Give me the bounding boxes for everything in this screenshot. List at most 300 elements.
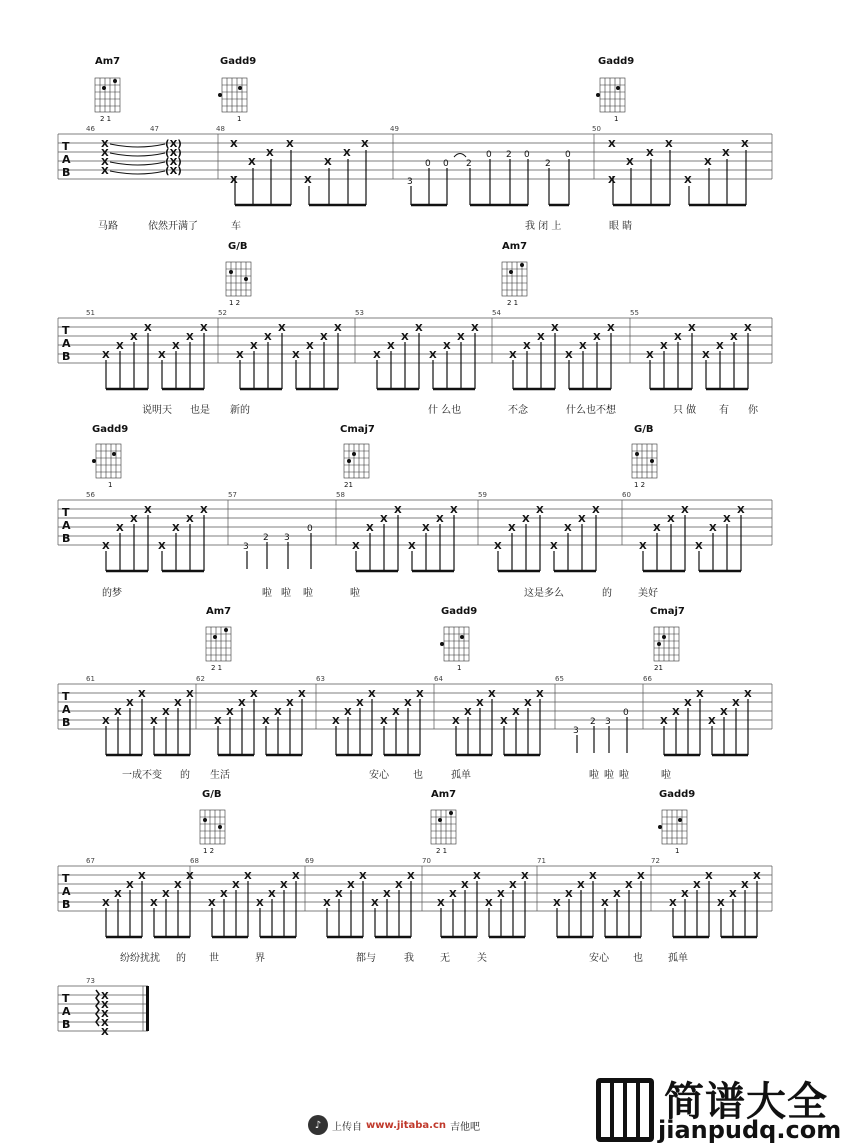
lyric: 我 闭 上: [525, 221, 562, 232]
tab-note: X: [126, 880, 134, 891]
tab-note: X: [286, 698, 294, 709]
tab-note: X: [422, 523, 430, 534]
svg-text:1: 1: [675, 847, 680, 855]
svg-text:的: 的: [602, 588, 612, 599]
svg-text:67: 67: [86, 857, 95, 865]
tab-note: X: [653, 523, 661, 534]
tab-note: X: [485, 898, 493, 909]
footer-url-link[interactable]: www.jitaba.cn: [366, 1119, 447, 1131]
tab-system-5: [58, 789, 772, 964]
tab-system-1: [58, 56, 772, 232]
bar-number: 47: [150, 125, 159, 133]
svg-text:A: A: [62, 1005, 71, 1018]
tab-note: X: [497, 889, 505, 900]
svg-text:57: 57: [228, 491, 237, 499]
chord-diagram-am7: [431, 789, 456, 855]
svg-text:安心: 安心: [369, 770, 389, 781]
tab-note: X: [589, 871, 597, 882]
tab-note: X: [292, 871, 300, 882]
svg-text:的梦: 的梦: [102, 588, 122, 599]
tab-note: X: [709, 523, 717, 534]
tab-note: X: [681, 505, 689, 516]
svg-text:63: 63: [316, 675, 325, 683]
svg-text:A: A: [62, 885, 71, 898]
svg-text:新的: 新的: [230, 405, 250, 416]
bar-number: 49: [390, 125, 399, 133]
tab-note: X: [688, 323, 696, 334]
tab-note: X: [114, 707, 122, 718]
tab-note: X: [625, 880, 633, 891]
svg-text:56: 56: [86, 491, 95, 499]
svg-text:什么也不想: 什么也不想: [566, 405, 616, 416]
tab-note: X: [437, 898, 445, 909]
svg-text:60: 60: [622, 491, 631, 499]
tab-note: X: [579, 341, 587, 352]
tab-note: X: [102, 716, 110, 727]
tab-note: X: [550, 541, 558, 552]
svg-text:这是多么: 这是多么: [524, 588, 564, 599]
svg-text:3: 3: [243, 542, 249, 552]
svg-text:X: X: [101, 166, 109, 177]
svg-text:Am7: Am7: [431, 789, 457, 800]
chord-diagram-gadd9: [658, 789, 695, 855]
tab-note: X: [144, 323, 152, 334]
tab-note: X: [292, 350, 300, 361]
svg-text:啦: 啦: [589, 770, 599, 781]
svg-text:2: 2: [466, 159, 472, 169]
tab-note: X: [522, 514, 530, 525]
tab-note: X: [705, 871, 713, 882]
tab-note: X: [366, 523, 374, 534]
tab-note: X: [494, 541, 502, 552]
svg-text:(X): (X): [165, 166, 182, 177]
tab-note: X: [186, 514, 194, 525]
svg-text:X: X: [722, 148, 730, 159]
svg-text:孤单: 孤单: [451, 770, 471, 781]
tab-note: X: [144, 505, 152, 516]
tab-note: X: [158, 350, 166, 361]
svg-text:0: 0: [623, 708, 629, 718]
tab-note: X: [344, 707, 352, 718]
tab-note: X: [172, 523, 180, 534]
svg-text:A: A: [62, 703, 71, 716]
svg-text:X: X: [741, 139, 749, 150]
svg-text:孤单: 孤单: [668, 953, 688, 964]
svg-text:T: T: [62, 324, 70, 337]
chord-diagram-gadd9: [596, 56, 634, 123]
tab-note: X: [720, 707, 728, 718]
tab-note: X: [471, 323, 479, 334]
tab-note: X: [695, 541, 703, 552]
svg-text:(X): (X): [165, 139, 182, 150]
svg-text:Am7: Am7: [206, 606, 232, 617]
tab-note: X: [646, 350, 654, 361]
svg-text:X: X: [266, 148, 274, 159]
tab-system-4: [58, 606, 772, 781]
svg-text:B: B: [62, 898, 71, 911]
svg-text:68: 68: [190, 857, 199, 865]
tab-note: X: [162, 707, 170, 718]
tab-note: X: [186, 689, 194, 700]
svg-text:X: X: [101, 991, 109, 1002]
svg-text:2: 2: [590, 717, 596, 727]
tab-note: X: [744, 323, 752, 334]
notes-row-3: [102, 505, 745, 571]
tab-note: X: [158, 541, 166, 552]
tab-note: X: [593, 332, 601, 343]
tab-note: X: [150, 898, 158, 909]
tab-note: X: [730, 332, 738, 343]
tab-note: X: [613, 889, 621, 900]
svg-text:66: 66: [643, 675, 652, 683]
svg-text:55: 55: [630, 309, 639, 317]
tab-note: X: [334, 323, 342, 334]
tab-note: X: [488, 689, 496, 700]
tab-note: X: [268, 889, 276, 900]
tab-note: X: [306, 341, 314, 352]
tab-note: X: [404, 698, 412, 709]
svg-text:的: 的: [180, 770, 190, 781]
tab-note: X: [368, 689, 376, 700]
tab-note: X: [232, 880, 240, 891]
tab-note: X: [450, 505, 458, 516]
tab-system-3: [58, 424, 772, 599]
tab-note: X: [238, 698, 246, 709]
svg-text:52: 52: [218, 309, 227, 317]
svg-text:X: X: [230, 139, 238, 150]
tab-note: X: [537, 332, 545, 343]
tab-note: X: [278, 323, 286, 334]
svg-text:B: B: [62, 532, 71, 545]
tab-note: X: [660, 341, 668, 352]
svg-text:Gadd9: Gadd9: [441, 606, 478, 617]
tab-note: X: [394, 505, 402, 516]
svg-text:1: 1: [614, 115, 619, 123]
tab-note: X: [256, 898, 264, 909]
svg-text:啦: 啦: [281, 588, 291, 599]
svg-text:Am7: Am7: [502, 241, 528, 252]
svg-text:你: 你: [748, 405, 758, 416]
lyric: 马路: [98, 221, 118, 232]
svg-text:B: B: [62, 716, 71, 729]
svg-text:71: 71: [537, 857, 546, 865]
svg-text:X: X: [608, 175, 616, 186]
svg-text:世: 世: [209, 953, 219, 964]
tab-note: X: [102, 350, 110, 361]
svg-text:Gadd9: Gadd9: [598, 56, 635, 67]
tab-note: X: [138, 871, 146, 882]
svg-text:X: X: [230, 175, 238, 186]
tab-note: X: [347, 880, 355, 891]
svg-text:啦: 啦: [604, 770, 614, 781]
tab-note: X: [607, 323, 615, 334]
tab-note: X: [696, 689, 704, 700]
svg-text:21: 21: [344, 481, 353, 489]
tab-note: X: [577, 880, 585, 891]
tab-note: X: [500, 716, 508, 727]
svg-text:Cmaj7: Cmaj7: [340, 424, 375, 435]
tab-note: X: [674, 332, 682, 343]
svg-text:一成不变: 一成不变: [122, 770, 162, 781]
tab-note: X: [508, 523, 516, 534]
tab-note: X: [449, 889, 457, 900]
tab-note: X: [138, 689, 146, 700]
svg-text:X: X: [101, 1018, 109, 1029]
tab-note: X: [637, 871, 645, 882]
svg-text:关: 关: [477, 953, 487, 964]
svg-text:G/B: G/B: [634, 424, 654, 435]
svg-text:啦: 啦: [661, 770, 671, 781]
tab-system-6: [58, 977, 149, 1038]
tab-note: X: [564, 523, 572, 534]
svg-text:B: B: [62, 350, 71, 363]
svg-text:无: 无: [440, 953, 450, 964]
bar-number: 48: [216, 125, 225, 133]
tab-note: X: [521, 871, 529, 882]
svg-text:X: X: [101, 1000, 109, 1011]
svg-text:也: 也: [413, 770, 423, 781]
svg-text:纷纷扰扰: 纷纷扰扰: [120, 953, 160, 964]
svg-text:Gadd9: Gadd9: [659, 789, 696, 800]
chord-diagram-g-b: [200, 789, 225, 855]
tab-note: X: [250, 341, 258, 352]
tab-note: X: [220, 889, 228, 900]
tab-note: X: [200, 505, 208, 516]
tab-note: X: [174, 698, 182, 709]
tab-note: X: [509, 350, 517, 361]
tab-note: X: [553, 898, 561, 909]
tab-note: X: [684, 698, 692, 709]
tab-note: X: [716, 341, 724, 352]
tab-note: X: [280, 880, 288, 891]
piano-keys-icon: [596, 1078, 654, 1142]
tab-clef-t: T: [62, 140, 70, 153]
tab-note: X: [356, 698, 364, 709]
tab-note: X: [744, 689, 752, 700]
footer-site: 吉他吧: [450, 1121, 481, 1133]
svg-text:也是: 也是: [190, 405, 210, 416]
svg-text:T: T: [62, 992, 70, 1005]
tab-note: X: [436, 514, 444, 525]
svg-text:X: X: [343, 148, 351, 159]
svg-text:Am7: Am7: [95, 56, 121, 67]
svg-text:X: X: [646, 148, 654, 159]
tab-note: X: [551, 323, 559, 334]
tab-note: X: [741, 880, 749, 891]
svg-text:啦: 啦: [262, 588, 272, 599]
svg-text:啦: 啦: [350, 588, 360, 599]
tab-note: X: [416, 689, 424, 700]
tab-note: X: [473, 871, 481, 882]
tab-note: X: [452, 716, 460, 727]
svg-text:T: T: [62, 690, 70, 703]
tab-note: X: [669, 898, 677, 909]
tab-note: X: [536, 505, 544, 516]
svg-text:3: 3: [605, 717, 611, 727]
svg-text:Gadd9: Gadd9: [220, 56, 257, 67]
tab-note: X: [753, 871, 761, 882]
svg-text:都与: 都与: [356, 953, 376, 964]
tab-note: X: [457, 332, 465, 343]
svg-text:只 做: 只 做: [673, 405, 697, 416]
chord-diagram-g-b: [226, 241, 251, 307]
tab-note: X: [380, 514, 388, 525]
tab-note: X: [150, 716, 158, 727]
tab-note: X: [102, 541, 110, 552]
tab-note: X: [601, 898, 609, 909]
tab-note: X: [723, 514, 731, 525]
svg-text:X: X: [324, 157, 332, 168]
svg-text:啦: 啦: [619, 770, 629, 781]
svg-text:1: 1: [108, 481, 113, 489]
tab-note: X: [262, 716, 270, 727]
tab-note: X: [429, 350, 437, 361]
svg-text:B: B: [62, 1018, 71, 1031]
tab-note: X: [244, 871, 252, 882]
svg-text:1: 1: [237, 115, 242, 123]
lyric: 车: [231, 221, 241, 232]
tab-note: X: [415, 323, 423, 334]
svg-text:70: 70: [422, 857, 431, 865]
tab-note: X: [717, 898, 725, 909]
svg-text:Gadd9: Gadd9: [92, 424, 129, 435]
watermark-url: jianpudq.com: [658, 1116, 841, 1144]
svg-text:0: 0: [486, 150, 492, 160]
svg-text:X: X: [101, 148, 109, 159]
svg-text:2: 2: [263, 533, 269, 543]
tab-note: X: [578, 514, 586, 525]
svg-text:2 1: 2 1: [211, 664, 223, 672]
svg-text:0: 0: [524, 150, 530, 160]
tab-note: X: [186, 871, 194, 882]
svg-text:安心: 安心: [589, 953, 609, 964]
tab-note: X: [335, 889, 343, 900]
tab-note: X: [681, 889, 689, 900]
svg-text:3: 3: [407, 177, 413, 187]
tab-note: X: [509, 880, 517, 891]
tab-note: X: [226, 707, 234, 718]
tab-note: X: [672, 707, 680, 718]
tab-note: X: [592, 505, 600, 516]
tab-note: X: [320, 332, 328, 343]
svg-text:61: 61: [86, 675, 95, 683]
tab-note: X: [461, 880, 469, 891]
svg-text:X: X: [248, 157, 256, 168]
tab-note: X: [214, 716, 222, 727]
tab-note: X: [162, 889, 170, 900]
chord-diagram-am7: [206, 606, 231, 672]
svg-text:什 么也: 什 么也: [428, 405, 462, 416]
svg-text:2 1: 2 1: [436, 847, 448, 855]
footer-prefix: 上传自: [332, 1121, 362, 1133]
tab-note: X: [383, 889, 391, 900]
tab-note: X: [102, 898, 110, 909]
tab-clef-b: B: [62, 166, 71, 179]
chord-diagram-g-b: [632, 424, 657, 489]
tab-note: X: [332, 716, 340, 727]
svg-text:3: 3: [573, 726, 579, 736]
svg-text:A: A: [62, 337, 71, 350]
svg-text:X: X: [361, 139, 369, 150]
tab-note: X: [536, 689, 544, 700]
svg-text:X: X: [101, 1027, 109, 1038]
tab-note: X: [116, 523, 124, 534]
bar-number: 50: [592, 125, 601, 133]
svg-text:的: 的: [176, 953, 186, 964]
chord-diagram-cmaj7: [650, 606, 685, 672]
tab-note: X: [401, 332, 409, 343]
chord-diagram-gadd9: [92, 424, 128, 489]
tab-note: X: [392, 707, 400, 718]
tab-note: X: [702, 350, 710, 361]
chord-diagram-gadd9: [218, 56, 256, 123]
tab-note: X: [565, 889, 573, 900]
watermark-title: 简谱大全: [664, 1079, 828, 1125]
svg-text:生活: 生活: [210, 770, 230, 781]
notes-row-2: [102, 323, 752, 389]
svg-text:64: 64: [434, 675, 443, 683]
svg-text:说明天: 说明天: [142, 405, 172, 416]
svg-text:T: T: [62, 506, 70, 519]
svg-text:X: X: [665, 139, 673, 150]
tab-note: X: [174, 880, 182, 891]
svg-text:X: X: [286, 139, 294, 150]
svg-text:65: 65: [555, 675, 564, 683]
chord-diagram-cmaj7: [340, 424, 375, 489]
svg-text:72: 72: [651, 857, 660, 865]
tab-note: X: [408, 541, 416, 552]
svg-text:2 1: 2 1: [507, 299, 519, 307]
tab-note: X: [476, 698, 484, 709]
tab-note: X: [323, 898, 331, 909]
tab-note: X: [352, 541, 360, 552]
tab-note: X: [693, 880, 701, 891]
tab-note: X: [359, 871, 367, 882]
tab-note: X: [236, 350, 244, 361]
svg-text:69: 69: [305, 857, 314, 865]
tab-note: X: [512, 707, 520, 718]
tab-system-2: [58, 241, 772, 416]
svg-text:53: 53: [355, 309, 364, 317]
svg-text:X: X: [684, 175, 692, 186]
tab-note: X: [667, 514, 675, 525]
svg-text:T: T: [62, 872, 70, 885]
svg-text:2: 2: [545, 159, 551, 169]
tab-note: X: [732, 698, 740, 709]
lyric: 眼 睛: [609, 221, 633, 232]
notes-row-4: [102, 689, 752, 755]
chord-diagram-gadd9: [440, 606, 477, 672]
svg-text:界: 界: [255, 953, 265, 964]
lyric: 依然开满了: [148, 221, 198, 232]
svg-text:54: 54: [492, 309, 501, 317]
tab-note: X: [639, 541, 647, 552]
svg-text:X: X: [304, 175, 312, 186]
svg-text:21: 21: [654, 664, 663, 672]
tab-note: X: [208, 898, 216, 909]
svg-text:G/B: G/B: [202, 789, 222, 800]
tab-note: X: [660, 716, 668, 727]
svg-text:Cmaj7: Cmaj7: [650, 606, 685, 617]
tab-note: X: [464, 707, 472, 718]
svg-text:1 2: 1 2: [203, 847, 215, 855]
bar-number: 46: [86, 125, 95, 133]
svg-text:我: 我: [404, 953, 414, 964]
tab-note: X: [114, 889, 122, 900]
tab-note: X: [250, 689, 258, 700]
svg-text:X: X: [704, 157, 712, 168]
svg-text:(X): (X): [165, 157, 182, 168]
